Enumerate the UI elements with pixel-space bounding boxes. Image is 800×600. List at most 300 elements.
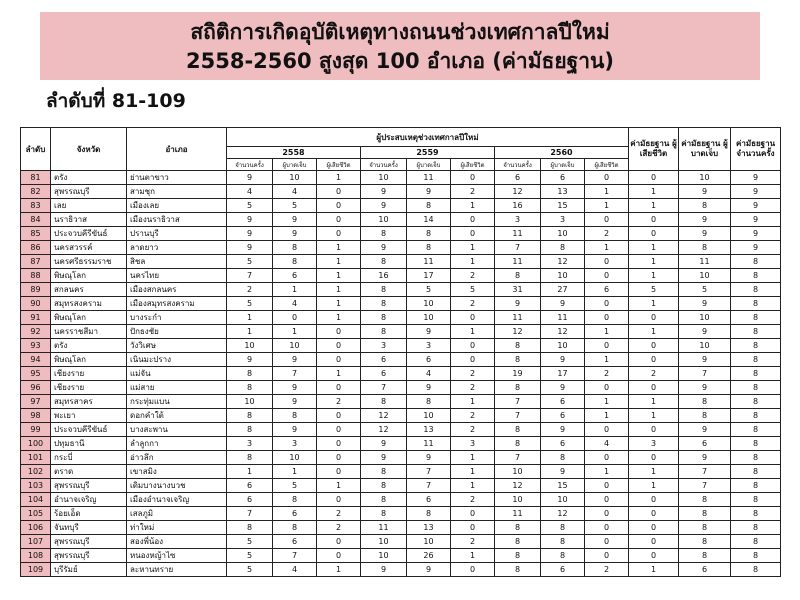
value-cell: 17 <box>407 269 451 283</box>
value-cell: 11 <box>495 227 541 241</box>
value-cell: 1 <box>585 409 629 423</box>
district-cell: บางสะพาน <box>127 423 227 437</box>
value-cell: 9 <box>541 423 585 437</box>
value-cell: 1 <box>227 325 273 339</box>
title-banner <box>40 12 760 80</box>
value-cell: 7 <box>679 479 731 493</box>
district-cell: อ่าวลึก <box>127 451 227 465</box>
value-cell: 8 <box>227 423 273 437</box>
value-cell: 9 <box>273 227 317 241</box>
province-cell: นครศรีธรรมราช <box>51 255 127 269</box>
value-cell: 1 <box>451 255 495 269</box>
value-cell: 0 <box>317 493 361 507</box>
value-cell: 9 <box>273 395 317 409</box>
value-cell: 2 <box>585 367 629 381</box>
value-cell: 10 <box>227 395 273 409</box>
table-body <box>21 171 781 577</box>
value-cell: 3 <box>273 437 317 451</box>
value-cell: 1 <box>629 409 679 423</box>
rank-cell: 81 <box>21 171 51 185</box>
header-deaths: ผู้เสียชีวิต <box>317 159 361 171</box>
value-cell: 5 <box>451 283 495 297</box>
value-cell: 2 <box>451 269 495 283</box>
value-cell: 8 <box>679 395 731 409</box>
value-cell: 0 <box>317 437 361 451</box>
value-cell: 12 <box>361 409 407 423</box>
value-cell: 8 <box>361 493 407 507</box>
value-cell: 8 <box>731 395 781 409</box>
province-cell: นราธิวาส <box>51 213 127 227</box>
value-cell: 10 <box>679 311 731 325</box>
value-cell: 1 <box>585 241 629 255</box>
value-cell: 11 <box>679 255 731 269</box>
value-cell: 7 <box>495 451 541 465</box>
value-cell: 0 <box>317 465 361 479</box>
value-cell: 9 <box>273 213 317 227</box>
rank-cell: 97 <box>21 395 51 409</box>
table-row <box>21 171 781 185</box>
value-cell: 7 <box>227 507 273 521</box>
value-cell: 9 <box>679 381 731 395</box>
value-cell: 2 <box>451 423 495 437</box>
value-cell: 8 <box>361 283 407 297</box>
value-cell: 1 <box>317 241 361 255</box>
district-cell: ท่าใหม่ <box>127 521 227 535</box>
value-cell: 11 <box>407 437 451 451</box>
header-count: จำนวนครั้ง <box>361 159 407 171</box>
province-cell: ตรัง <box>51 171 127 185</box>
value-cell: 8 <box>227 409 273 423</box>
value-cell: 1 <box>585 325 629 339</box>
province-cell: ประจวบคีรีขันธ์ <box>51 423 127 437</box>
table-row <box>21 283 781 297</box>
value-cell: 9 <box>273 381 317 395</box>
rank-cell: 106 <box>21 521 51 535</box>
value-cell: 9 <box>679 451 731 465</box>
value-cell: 0 <box>451 339 495 353</box>
value-cell: 8 <box>731 367 781 381</box>
value-cell: 26 <box>407 549 451 563</box>
value-cell: 8 <box>227 521 273 535</box>
value-cell: 8 <box>495 339 541 353</box>
value-cell: 1 <box>629 395 679 409</box>
value-cell: 11 <box>541 311 585 325</box>
table-row <box>21 185 781 199</box>
district-cell: เสลภูมิ <box>127 507 227 521</box>
value-cell: 1 <box>629 241 679 255</box>
value-cell: 1 <box>629 297 679 311</box>
value-cell: 2 <box>317 521 361 535</box>
table-row <box>21 311 781 325</box>
value-cell: 17 <box>541 367 585 381</box>
value-cell: 10 <box>273 171 317 185</box>
table-row <box>21 507 781 521</box>
value-cell: 0 <box>317 199 361 213</box>
value-cell: 0 <box>451 311 495 325</box>
value-cell: 9 <box>731 227 781 241</box>
value-cell: 4 <box>273 185 317 199</box>
value-cell: 8 <box>495 549 541 563</box>
rank-cell: 109 <box>21 563 51 577</box>
province-cell: อำนาจเจริญ <box>51 493 127 507</box>
value-cell: 8 <box>361 465 407 479</box>
value-cell: 7 <box>679 465 731 479</box>
table-row <box>21 367 781 381</box>
value-cell: 0 <box>585 171 629 185</box>
value-cell: 10 <box>273 339 317 353</box>
value-cell: 8 <box>273 409 317 423</box>
district-cell: ย่านตาขาว <box>127 171 227 185</box>
value-cell: 27 <box>541 283 585 297</box>
value-cell: 4 <box>273 563 317 577</box>
value-cell: 8 <box>679 535 731 549</box>
value-cell: 12 <box>361 423 407 437</box>
rank-cell: 90 <box>21 297 51 311</box>
value-cell: 1 <box>227 311 273 325</box>
value-cell: 2 <box>585 227 629 241</box>
value-cell: 3 <box>629 437 679 451</box>
value-cell: 9 <box>227 227 273 241</box>
value-cell: 8 <box>407 227 451 241</box>
value-cell: 1 <box>629 269 679 283</box>
rank-cell: 95 <box>21 367 51 381</box>
value-cell: 0 <box>317 423 361 437</box>
value-cell: 19 <box>495 367 541 381</box>
district-cell: วังวิเศษ <box>127 339 227 353</box>
value-cell: 9 <box>227 213 273 227</box>
table-row <box>21 255 781 269</box>
value-cell: 1 <box>273 283 317 297</box>
value-cell: 8 <box>273 241 317 255</box>
accident-table <box>20 127 781 577</box>
rank-cell: 83 <box>21 199 51 213</box>
value-cell: 0 <box>585 549 629 563</box>
province-cell: พิษณุโลก <box>51 353 127 367</box>
value-cell: 1 <box>317 171 361 185</box>
value-cell: 8 <box>541 451 585 465</box>
rank-cell: 105 <box>21 507 51 521</box>
value-cell: 0 <box>629 353 679 367</box>
value-cell: 8 <box>227 381 273 395</box>
value-cell: 8 <box>495 423 541 437</box>
rank-cell: 94 <box>21 353 51 367</box>
value-cell: 0 <box>451 353 495 367</box>
value-cell: 2 <box>451 381 495 395</box>
table-row <box>21 297 781 311</box>
value-cell: 8 <box>407 241 451 255</box>
value-cell: 8 <box>731 521 781 535</box>
value-cell: 8 <box>731 409 781 423</box>
value-cell: 10 <box>407 311 451 325</box>
value-cell: 0 <box>585 479 629 493</box>
value-cell: 10 <box>679 171 731 185</box>
province-cell: จันทบุรี <box>51 521 127 535</box>
value-cell: 11 <box>407 255 451 269</box>
province-cell: พิษณุโลก <box>51 269 127 283</box>
value-cell: 0 <box>451 521 495 535</box>
district-cell: เมืองสกลนคร <box>127 283 227 297</box>
value-cell: 8 <box>541 521 585 535</box>
value-cell: 0 <box>451 227 495 241</box>
value-cell: 1 <box>585 185 629 199</box>
rank-cell: 104 <box>21 493 51 507</box>
district-cell: หนองหญ้าไซ <box>127 549 227 563</box>
value-cell: 1 <box>585 199 629 213</box>
value-cell: 8 <box>679 549 731 563</box>
value-cell: 6 <box>541 437 585 451</box>
value-cell: 8 <box>361 227 407 241</box>
province-cell: เลย <box>51 199 127 213</box>
value-cell: 0 <box>629 493 679 507</box>
value-cell: 8 <box>679 507 731 521</box>
value-cell: 0 <box>629 507 679 521</box>
value-cell: 8 <box>731 297 781 311</box>
title-line-2: 2558-2560 สูงสุด 100 อำเภอ (ค่ามัธยฐาน) <box>186 49 614 73</box>
value-cell: 2 <box>451 297 495 311</box>
district-cell: เดิมบางนางบวช <box>127 479 227 493</box>
value-cell: 1 <box>451 241 495 255</box>
page-subtitle: ลำดับที่ 81-109 <box>46 90 186 112</box>
value-cell: 6 <box>273 507 317 521</box>
value-cell: 9 <box>541 353 585 367</box>
value-cell: 11 <box>407 171 451 185</box>
rank-cell: 108 <box>21 549 51 563</box>
value-cell: 0 <box>317 185 361 199</box>
value-cell: 1 <box>451 451 495 465</box>
value-cell: 1 <box>451 479 495 493</box>
value-cell: 0 <box>585 339 629 353</box>
value-cell: 8 <box>679 493 731 507</box>
value-cell: 10 <box>407 297 451 311</box>
header-injured: ผู้บาดเจ็บ <box>541 159 585 171</box>
value-cell: 0 <box>585 451 629 465</box>
value-cell: 9 <box>407 185 451 199</box>
value-cell: 9 <box>679 423 731 437</box>
value-cell: 0 <box>317 409 361 423</box>
value-cell: 0 <box>317 227 361 241</box>
value-cell: 9 <box>731 185 781 199</box>
value-cell: 1 <box>451 395 495 409</box>
rank-cell: 102 <box>21 465 51 479</box>
value-cell: 0 <box>585 311 629 325</box>
rank-cell: 82 <box>21 185 51 199</box>
rank-cell: 88 <box>21 269 51 283</box>
value-cell: 10 <box>227 339 273 353</box>
value-cell: 10 <box>361 549 407 563</box>
value-cell: 8 <box>731 269 781 283</box>
rank-cell: 96 <box>21 381 51 395</box>
value-cell: 0 <box>585 255 629 269</box>
header-count: จำนวนครั้ง <box>495 159 541 171</box>
value-cell: 5 <box>227 563 273 577</box>
value-cell: 6 <box>273 535 317 549</box>
value-cell: 9 <box>679 325 731 339</box>
value-cell: 6 <box>361 367 407 381</box>
value-cell: 5 <box>273 479 317 493</box>
value-cell: 11 <box>495 507 541 521</box>
province-cell: พะเยา <box>51 409 127 423</box>
value-cell: 1 <box>629 199 679 213</box>
district-cell: ปักธงชัย <box>127 325 227 339</box>
value-cell: 5 <box>679 283 731 297</box>
table-row <box>21 269 781 283</box>
district-cell: ปรานบุรี <box>127 227 227 241</box>
value-cell: 10 <box>361 535 407 549</box>
value-cell: 8 <box>731 339 781 353</box>
header-year-2559: 2559 <box>361 147 495 159</box>
value-cell: 8 <box>495 381 541 395</box>
value-cell: 9 <box>361 199 407 213</box>
value-cell: 6 <box>541 395 585 409</box>
province-cell: ตรัง <box>51 339 127 353</box>
value-cell: 0 <box>317 339 361 353</box>
header-median-deaths: ค่ามัธยฐาน ผู้เสียชีวิต <box>629 128 679 171</box>
value-cell: 9 <box>361 185 407 199</box>
value-cell: 0 <box>317 353 361 367</box>
header-province: จังหวัด <box>51 128 127 171</box>
value-cell: 0 <box>451 507 495 521</box>
value-cell: 7 <box>273 367 317 381</box>
value-cell: 9 <box>361 563 407 577</box>
value-cell: 11 <box>495 311 541 325</box>
value-cell: 5 <box>227 199 273 213</box>
value-cell: 7 <box>495 241 541 255</box>
value-cell: 10 <box>407 409 451 423</box>
value-cell: 3 <box>541 213 585 227</box>
value-cell: 13 <box>407 521 451 535</box>
value-cell: 0 <box>629 535 679 549</box>
value-cell: 10 <box>679 339 731 353</box>
value-cell: 8 <box>679 241 731 255</box>
value-cell: 8 <box>361 507 407 521</box>
value-cell: 8 <box>407 199 451 213</box>
value-cell: 8 <box>407 507 451 521</box>
value-cell: 9 <box>495 297 541 311</box>
value-cell: 10 <box>361 171 407 185</box>
province-cell: ตราด <box>51 465 127 479</box>
value-cell: 1 <box>585 353 629 367</box>
value-cell: 4 <box>407 367 451 381</box>
value-cell: 1 <box>317 255 361 269</box>
value-cell: 0 <box>317 549 361 563</box>
value-cell: 8 <box>731 353 781 367</box>
value-cell: 7 <box>361 381 407 395</box>
value-cell: 5 <box>227 535 273 549</box>
value-cell: 8 <box>361 325 407 339</box>
value-cell: 10 <box>361 213 407 227</box>
rank-cell: 89 <box>21 283 51 297</box>
value-cell: 0 <box>629 381 679 395</box>
province-cell: เชียงราย <box>51 367 127 381</box>
value-cell: 8 <box>495 437 541 451</box>
table-row <box>21 563 781 577</box>
value-cell: 1 <box>451 549 495 563</box>
table-row <box>21 241 781 255</box>
value-cell: 8 <box>731 535 781 549</box>
value-cell: 9 <box>679 213 731 227</box>
value-cell: 8 <box>273 493 317 507</box>
value-cell: 0 <box>585 213 629 227</box>
value-cell: 9 <box>731 171 781 185</box>
province-cell: สุพรรณบุรี <box>51 185 127 199</box>
rank-cell: 92 <box>21 325 51 339</box>
province-cell: พิษณุโลก <box>51 311 127 325</box>
district-cell: เมืองเลย <box>127 199 227 213</box>
value-cell: 0 <box>451 171 495 185</box>
value-cell: 6 <box>679 563 731 577</box>
header-injured: ผู้บาดเจ็บ <box>407 159 451 171</box>
value-cell: 8 <box>731 549 781 563</box>
value-cell: 10 <box>541 493 585 507</box>
value-cell: 9 <box>361 437 407 451</box>
value-cell: 8 <box>407 395 451 409</box>
value-cell: 8 <box>731 283 781 297</box>
value-cell: 1 <box>451 465 495 479</box>
rank-cell: 93 <box>21 339 51 353</box>
value-cell: 7 <box>227 269 273 283</box>
value-cell: 5 <box>407 283 451 297</box>
header-count: จำนวนครั้ง <box>227 159 273 171</box>
table-row <box>21 409 781 423</box>
value-cell: 6 <box>361 353 407 367</box>
value-cell: 6 <box>227 479 273 493</box>
value-cell: 2 <box>451 185 495 199</box>
value-cell: 12 <box>495 325 541 339</box>
value-cell: 0 <box>629 451 679 465</box>
value-cell: 5 <box>227 297 273 311</box>
province-cell: กระบี่ <box>51 451 127 465</box>
value-cell: 10 <box>495 493 541 507</box>
rank-cell: 99 <box>21 423 51 437</box>
value-cell: 9 <box>361 241 407 255</box>
rank-cell: 84 <box>21 213 51 227</box>
value-cell: 9 <box>541 381 585 395</box>
header-injured: ผู้บาดเจ็บ <box>273 159 317 171</box>
province-cell: สุพรรณบุรี <box>51 549 127 563</box>
value-cell: 1 <box>317 297 361 311</box>
value-cell: 0 <box>629 549 679 563</box>
value-cell: 9 <box>227 241 273 255</box>
value-cell: 6 <box>407 493 451 507</box>
value-cell: 8 <box>227 451 273 465</box>
value-cell: 1 <box>629 563 679 577</box>
value-cell: 9 <box>541 465 585 479</box>
value-cell: 3 <box>361 339 407 353</box>
value-cell: 7 <box>495 409 541 423</box>
value-cell: 2 <box>629 367 679 381</box>
value-cell: 0 <box>629 339 679 353</box>
value-cell: 2 <box>451 535 495 549</box>
value-cell: 7 <box>273 549 317 563</box>
rank-cell: 86 <box>21 241 51 255</box>
value-cell: 8 <box>731 255 781 269</box>
district-cell: เมืองอำนาจเจริญ <box>127 493 227 507</box>
value-cell: 0 <box>585 297 629 311</box>
value-cell: 9 <box>227 171 273 185</box>
district-cell: แม่สาย <box>127 381 227 395</box>
header-year-2560: 2560 <box>495 147 629 159</box>
table-row <box>21 465 781 479</box>
value-cell: 1 <box>585 395 629 409</box>
value-cell: 8 <box>731 479 781 493</box>
value-cell: 31 <box>495 283 541 297</box>
value-cell: 0 <box>585 507 629 521</box>
header-district: อำเภอ <box>127 128 227 171</box>
district-cell: กระทุ่มแบน <box>127 395 227 409</box>
value-cell: 8 <box>495 535 541 549</box>
value-cell: 12 <box>541 325 585 339</box>
value-cell: 9 <box>227 353 273 367</box>
